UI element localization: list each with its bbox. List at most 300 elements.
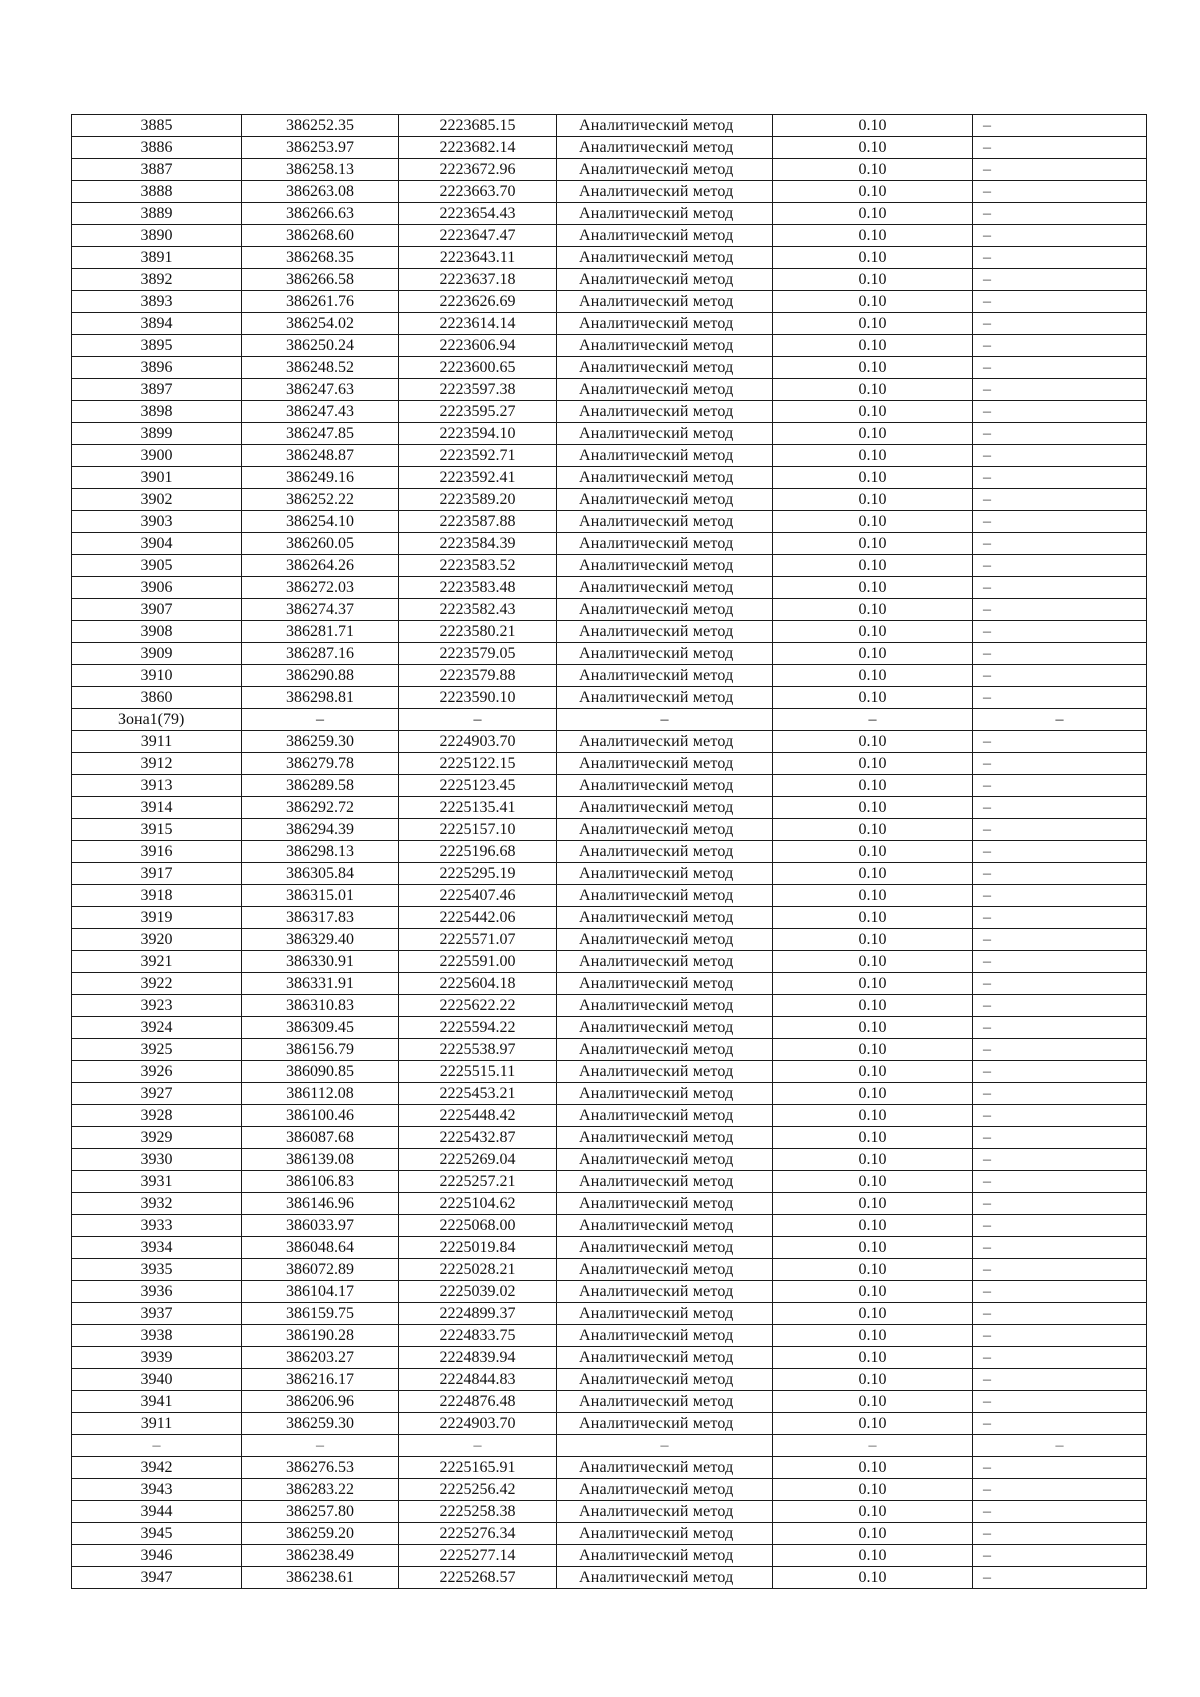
table-row — [72, 1105, 1147, 1127]
x-coordinate-cell: 386112.08 — [242, 1083, 399, 1105]
accuracy-cell: 0.10 — [773, 313, 973, 335]
x-coordinate-cell: 386106.83 — [242, 1171, 399, 1193]
method-cell: Аналитический метод — [557, 577, 773, 599]
method-cell: Аналитический метод — [557, 1479, 773, 1501]
accuracy-cell: 0.10 — [773, 1105, 973, 1127]
x-coordinate-cell: 386305.84 — [242, 863, 399, 885]
method-cell: Аналитический метод — [557, 335, 773, 357]
method-cell: Аналитический метод — [557, 775, 773, 797]
table-row — [72, 973, 1147, 995]
point-number-cell: 3902 — [72, 489, 242, 511]
point-number-cell: 3912 — [72, 753, 242, 775]
x-coordinate-cell: 386264.26 — [242, 555, 399, 577]
table-row — [72, 357, 1147, 379]
method-cell: Аналитический метод — [557, 269, 773, 291]
x-coordinate-cell: 386087.68 — [242, 1127, 399, 1149]
method-cell: Аналитический метод — [557, 621, 773, 643]
y-coordinate-cell: 2225039.02 — [399, 1281, 557, 1303]
table-row — [72, 1171, 1147, 1193]
x-coordinate-cell: 386309.45 — [242, 1017, 399, 1039]
method-cell: Аналитический метод — [557, 643, 773, 665]
x-coordinate-cell: 386203.27 — [242, 1347, 399, 1369]
point-number-cell: 3892 — [72, 269, 242, 291]
point-number-cell: 3911 — [72, 1413, 242, 1435]
method-cell: Аналитический метод — [557, 1501, 773, 1523]
note-cell: – — [973, 577, 1147, 599]
point-number-cell: 3944 — [72, 1501, 242, 1523]
x-coordinate-cell: 386289.58 — [242, 775, 399, 797]
point-number-cell: 3897 — [72, 379, 242, 401]
note-cell: – — [973, 995, 1147, 1017]
accuracy-cell: – — [773, 709, 973, 731]
table-row — [72, 1369, 1147, 1391]
x-coordinate-cell: 386276.53 — [242, 1457, 399, 1479]
y-coordinate-cell: 2223580.21 — [399, 621, 557, 643]
point-number-cell: 3919 — [72, 907, 242, 929]
y-coordinate-cell: 2225269.04 — [399, 1149, 557, 1171]
x-coordinate-cell: 386072.89 — [242, 1259, 399, 1281]
point-number-cell: 3904 — [72, 533, 242, 555]
y-coordinate-cell: 2225432.87 — [399, 1127, 557, 1149]
accuracy-cell: 0.10 — [773, 1545, 973, 1567]
accuracy-cell: 0.10 — [773, 1303, 973, 1325]
table-row — [72, 863, 1147, 885]
y-coordinate-cell: 2225122.15 — [399, 753, 557, 775]
note-cell: – — [973, 467, 1147, 489]
point-number-cell: 3927 — [72, 1083, 242, 1105]
table-row — [72, 1193, 1147, 1215]
method-cell: Аналитический метод — [557, 1369, 773, 1391]
accuracy-cell: 0.10 — [773, 1347, 973, 1369]
x-coordinate-cell: 386100.46 — [242, 1105, 399, 1127]
table-row — [72, 665, 1147, 687]
x-coordinate-cell: 386254.02 — [242, 313, 399, 335]
table-row — [72, 247, 1147, 269]
y-coordinate-cell: 2223587.88 — [399, 511, 557, 533]
x-coordinate-cell: 386238.49 — [242, 1545, 399, 1567]
method-cell: Аналитический метод — [557, 445, 773, 467]
note-cell: – — [973, 841, 1147, 863]
accuracy-cell: – — [773, 1435, 973, 1457]
accuracy-cell: 0.10 — [773, 819, 973, 841]
point-number-cell: 3907 — [72, 599, 242, 621]
x-coordinate-cell: 386310.83 — [242, 995, 399, 1017]
method-cell: Аналитический метод — [557, 929, 773, 951]
table-row — [72, 445, 1147, 467]
point-number-cell: 3940 — [72, 1369, 242, 1391]
table-row — [72, 841, 1147, 863]
y-coordinate-cell: 2223594.10 — [399, 423, 557, 445]
method-cell: Аналитический метод — [557, 247, 773, 269]
y-coordinate-cell: 2225571.07 — [399, 929, 557, 951]
table-row — [72, 1303, 1147, 1325]
point-number-cell: 3920 — [72, 929, 242, 951]
point-number-cell: 3923 — [72, 995, 242, 1017]
coordinates-table-body — [72, 115, 1147, 1589]
y-coordinate-cell: 2225594.22 — [399, 1017, 557, 1039]
method-cell: – — [557, 709, 773, 731]
accuracy-cell: 0.10 — [773, 137, 973, 159]
table-row — [72, 533, 1147, 555]
y-coordinate-cell: 2225104.62 — [399, 1193, 557, 1215]
point-number-cell: 3934 — [72, 1237, 242, 1259]
point-number-cell: 3928 — [72, 1105, 242, 1127]
accuracy-cell: 0.10 — [773, 291, 973, 313]
point-number-cell: 3900 — [72, 445, 242, 467]
point-number-cell: 3947 — [72, 1567, 242, 1589]
y-coordinate-cell: 2223583.48 — [399, 577, 557, 599]
note-cell: – — [973, 1215, 1147, 1237]
accuracy-cell: 0.10 — [773, 247, 973, 269]
x-coordinate-cell: 386248.87 — [242, 445, 399, 467]
accuracy-cell: 0.10 — [773, 973, 973, 995]
table-row — [72, 599, 1147, 621]
point-number-cell: 3888 — [72, 181, 242, 203]
method-cell: Аналитический метод — [557, 797, 773, 819]
method-cell: Аналитический метод — [557, 951, 773, 973]
note-cell: – — [973, 1083, 1147, 1105]
y-coordinate-cell: – — [399, 1435, 557, 1457]
accuracy-cell: 0.10 — [773, 907, 973, 929]
method-cell: Аналитический метод — [557, 907, 773, 929]
accuracy-cell: 0.10 — [773, 1457, 973, 1479]
y-coordinate-cell: 2224903.70 — [399, 1413, 557, 1435]
point-number-cell: 3885 — [72, 115, 242, 137]
table-row — [72, 1347, 1147, 1369]
note-cell: – — [973, 863, 1147, 885]
y-coordinate-cell: 2223672.96 — [399, 159, 557, 181]
x-coordinate-cell: 386330.91 — [242, 951, 399, 973]
y-coordinate-cell: 2223606.94 — [399, 335, 557, 357]
method-cell: Аналитический метод — [557, 973, 773, 995]
accuracy-cell: 0.10 — [773, 225, 973, 247]
note-cell: – — [973, 115, 1147, 137]
accuracy-cell: 0.10 — [773, 1149, 973, 1171]
accuracy-cell: 0.10 — [773, 1259, 973, 1281]
note-cell: – — [973, 775, 1147, 797]
point-number-cell: 3930 — [72, 1149, 242, 1171]
y-coordinate-cell: – — [399, 709, 557, 731]
point-number-cell: 3916 — [72, 841, 242, 863]
method-cell: Аналитический метод — [557, 203, 773, 225]
point-number-cell: 3921 — [72, 951, 242, 973]
point-number-cell: 3924 — [72, 1017, 242, 1039]
method-cell: Аналитический метод — [557, 1347, 773, 1369]
table-row — [72, 1501, 1147, 1523]
accuracy-cell: 0.10 — [773, 1523, 973, 1545]
accuracy-cell: 0.10 — [773, 951, 973, 973]
table-row — [72, 1325, 1147, 1347]
point-number-cell: 3906 — [72, 577, 242, 599]
x-coordinate-cell: 386248.52 — [242, 357, 399, 379]
y-coordinate-cell: 2225257.21 — [399, 1171, 557, 1193]
x-coordinate-cell: 386266.63 — [242, 203, 399, 225]
method-cell: Аналитический метод — [557, 1457, 773, 1479]
note-cell: – — [973, 753, 1147, 775]
y-coordinate-cell: 2225277.14 — [399, 1545, 557, 1567]
point-number-cell: 3896 — [72, 357, 242, 379]
point-number-cell: 3946 — [72, 1545, 242, 1567]
note-cell: – — [973, 621, 1147, 643]
table-row — [72, 1149, 1147, 1171]
method-cell: Аналитический метод — [557, 731, 773, 753]
accuracy-cell: 0.10 — [773, 1325, 973, 1347]
point-number-cell: 3899 — [72, 423, 242, 445]
note-cell: – — [973, 1127, 1147, 1149]
coordinates-table — [71, 114, 1147, 1589]
y-coordinate-cell: 2225068.00 — [399, 1215, 557, 1237]
y-coordinate-cell: 2223579.88 — [399, 665, 557, 687]
note-cell: – — [973, 819, 1147, 841]
y-coordinate-cell: 2225165.91 — [399, 1457, 557, 1479]
table-row — [72, 753, 1147, 775]
x-coordinate-cell: 386331.91 — [242, 973, 399, 995]
x-coordinate-cell: 386274.37 — [242, 599, 399, 621]
note-cell: – — [973, 423, 1147, 445]
note-cell: – — [973, 1171, 1147, 1193]
note-cell: – — [973, 1479, 1147, 1501]
accuracy-cell: 0.10 — [773, 181, 973, 203]
y-coordinate-cell: 2224899.37 — [399, 1303, 557, 1325]
note-cell: – — [973, 929, 1147, 951]
y-coordinate-cell: 2225448.42 — [399, 1105, 557, 1127]
point-number-cell: 3914 — [72, 797, 242, 819]
accuracy-cell: 0.10 — [773, 885, 973, 907]
point-number-cell: Зона1(79) — [72, 709, 242, 731]
method-cell: Аналитический метод — [557, 687, 773, 709]
note-cell: – — [973, 599, 1147, 621]
method-cell: Аналитический метод — [557, 423, 773, 445]
point-number-cell: 3942 — [72, 1457, 242, 1479]
accuracy-cell: 0.10 — [773, 1281, 973, 1303]
point-number-cell: 3915 — [72, 819, 242, 841]
point-number-cell: 3943 — [72, 1479, 242, 1501]
point-number-cell: 3945 — [72, 1523, 242, 1545]
y-coordinate-cell: 2225256.42 — [399, 1479, 557, 1501]
note-cell: – — [973, 313, 1147, 335]
x-coordinate-cell: 386259.30 — [242, 1413, 399, 1435]
accuracy-cell: 0.10 — [773, 687, 973, 709]
table-row — [72, 951, 1147, 973]
accuracy-cell: 0.10 — [773, 1501, 973, 1523]
accuracy-cell: 0.10 — [773, 203, 973, 225]
y-coordinate-cell: 2223589.20 — [399, 489, 557, 511]
y-coordinate-cell: 2223590.10 — [399, 687, 557, 709]
point-number-cell: 3890 — [72, 225, 242, 247]
method-cell: Аналитический метод — [557, 1127, 773, 1149]
accuracy-cell: 0.10 — [773, 1193, 973, 1215]
y-coordinate-cell: 2224876.48 — [399, 1391, 557, 1413]
accuracy-cell: 0.10 — [773, 643, 973, 665]
x-coordinate-cell: 386263.08 — [242, 181, 399, 203]
x-coordinate-cell: 386250.24 — [242, 335, 399, 357]
point-number-cell: 3925 — [72, 1039, 242, 1061]
note-cell: – — [973, 247, 1147, 269]
point-number-cell: 3910 — [72, 665, 242, 687]
point-number-cell: 3922 — [72, 973, 242, 995]
table-row — [72, 995, 1147, 1017]
y-coordinate-cell: 2223597.38 — [399, 379, 557, 401]
method-cell: Аналитический метод — [557, 225, 773, 247]
y-coordinate-cell: 2225196.68 — [399, 841, 557, 863]
x-coordinate-cell: 386247.43 — [242, 401, 399, 423]
table-row — [72, 907, 1147, 929]
point-number-cell: 3886 — [72, 137, 242, 159]
note-cell: – — [973, 379, 1147, 401]
y-coordinate-cell: 2223592.41 — [399, 467, 557, 489]
x-coordinate-cell: 386258.13 — [242, 159, 399, 181]
note-cell: – — [973, 1193, 1147, 1215]
table-row — [72, 335, 1147, 357]
table-row — [72, 819, 1147, 841]
method-cell: Аналитический метод — [557, 1237, 773, 1259]
method-cell: Аналитический метод — [557, 1303, 773, 1325]
y-coordinate-cell: 2223595.27 — [399, 401, 557, 423]
accuracy-cell: 0.10 — [773, 1479, 973, 1501]
y-coordinate-cell: 2225123.45 — [399, 775, 557, 797]
note-cell: – — [973, 401, 1147, 423]
x-coordinate-cell: 386281.71 — [242, 621, 399, 643]
accuracy-cell: 0.10 — [773, 555, 973, 577]
table-row — [72, 137, 1147, 159]
table-row — [72, 467, 1147, 489]
point-number-cell: 3889 — [72, 203, 242, 225]
y-coordinate-cell: 2225407.46 — [399, 885, 557, 907]
x-coordinate-cell: 386249.16 — [242, 467, 399, 489]
table-row — [72, 555, 1147, 577]
point-number-cell: 3929 — [72, 1127, 242, 1149]
method-cell: Аналитический метод — [557, 1413, 773, 1435]
method-cell: Аналитический метод — [557, 1039, 773, 1061]
y-coordinate-cell: 2223600.65 — [399, 357, 557, 379]
x-coordinate-cell: 386329.40 — [242, 929, 399, 951]
accuracy-cell: 0.10 — [773, 1017, 973, 1039]
accuracy-cell: 0.10 — [773, 863, 973, 885]
note-cell: – — [973, 1501, 1147, 1523]
y-coordinate-cell: 2223637.18 — [399, 269, 557, 291]
method-cell: Аналитический метод — [557, 1215, 773, 1237]
x-coordinate-cell: 386294.39 — [242, 819, 399, 841]
note-cell: – — [973, 1039, 1147, 1061]
point-number-cell: 3901 — [72, 467, 242, 489]
y-coordinate-cell: 2225591.00 — [399, 951, 557, 973]
y-coordinate-cell: 2223583.52 — [399, 555, 557, 577]
method-cell: Аналитический метод — [557, 819, 773, 841]
point-number-cell: 3941 — [72, 1391, 242, 1413]
note-cell: – — [973, 1567, 1147, 1589]
method-cell: Аналитический метод — [557, 1567, 773, 1589]
note-cell: – — [973, 357, 1147, 379]
table-row — [72, 1457, 1147, 1479]
point-number-cell: 3909 — [72, 643, 242, 665]
table-row — [72, 225, 1147, 247]
accuracy-cell: 0.10 — [773, 665, 973, 687]
method-cell: Аналитический метод — [557, 291, 773, 313]
x-coordinate-cell: 386315.01 — [242, 885, 399, 907]
y-coordinate-cell: 2223643.11 — [399, 247, 557, 269]
note-cell: – — [973, 1105, 1147, 1127]
table-row — [72, 1413, 1147, 1435]
method-cell: Аналитический метод — [557, 753, 773, 775]
method-cell: Аналитический метод — [557, 489, 773, 511]
note-cell: – — [973, 687, 1147, 709]
method-cell: Аналитический метод — [557, 863, 773, 885]
x-coordinate-cell: 386268.35 — [242, 247, 399, 269]
x-coordinate-cell: 386216.17 — [242, 1369, 399, 1391]
point-number-cell: 3939 — [72, 1347, 242, 1369]
x-coordinate-cell: 386247.85 — [242, 423, 399, 445]
x-coordinate-cell: 386298.13 — [242, 841, 399, 863]
y-coordinate-cell: 2225295.19 — [399, 863, 557, 885]
table-row — [72, 379, 1147, 401]
table-row — [72, 1215, 1147, 1237]
method-cell: Аналитический метод — [557, 599, 773, 621]
note-cell: – — [973, 1523, 1147, 1545]
accuracy-cell: 0.10 — [773, 445, 973, 467]
note-cell: – — [973, 1391, 1147, 1413]
y-coordinate-cell: 2223654.43 — [399, 203, 557, 225]
table-row — [72, 269, 1147, 291]
method-cell: Аналитический метод — [557, 1171, 773, 1193]
x-coordinate-cell: 386283.22 — [242, 1479, 399, 1501]
note-cell: – — [973, 1347, 1147, 1369]
table-row — [72, 731, 1147, 753]
x-coordinate-cell: 386033.97 — [242, 1215, 399, 1237]
x-coordinate-cell: 386139.08 — [242, 1149, 399, 1171]
table-row — [72, 1281, 1147, 1303]
method-cell: Аналитический метод — [557, 1105, 773, 1127]
method-cell: Аналитический метод — [557, 1523, 773, 1545]
x-coordinate-cell: 386279.78 — [242, 753, 399, 775]
x-coordinate-cell: 386259.30 — [242, 731, 399, 753]
x-coordinate-cell: 386257.80 — [242, 1501, 399, 1523]
table-row — [72, 1567, 1147, 1589]
method-cell: Аналитический метод — [557, 1061, 773, 1083]
x-coordinate-cell: 386287.16 — [242, 643, 399, 665]
accuracy-cell: 0.10 — [773, 423, 973, 445]
x-coordinate-cell: 386317.83 — [242, 907, 399, 929]
note-cell: – — [973, 1435, 1147, 1457]
table-row — [72, 511, 1147, 533]
accuracy-cell: 0.10 — [773, 1413, 973, 1435]
method-cell: Аналитический метод — [557, 379, 773, 401]
y-coordinate-cell: 2224833.75 — [399, 1325, 557, 1347]
table-row — [72, 313, 1147, 335]
x-coordinate-cell: – — [242, 1435, 399, 1457]
zone-header-row — [72, 709, 1147, 731]
x-coordinate-cell: 386259.20 — [242, 1523, 399, 1545]
x-coordinate-cell: 386104.17 — [242, 1281, 399, 1303]
note-cell: – — [973, 797, 1147, 819]
x-coordinate-cell: 386266.58 — [242, 269, 399, 291]
note-cell: – — [973, 181, 1147, 203]
accuracy-cell: 0.10 — [773, 797, 973, 819]
table-row — [72, 885, 1147, 907]
y-coordinate-cell: 2225258.38 — [399, 1501, 557, 1523]
y-coordinate-cell: 2223663.70 — [399, 181, 557, 203]
table-row — [72, 1545, 1147, 1567]
point-number-cell: – — [72, 1435, 242, 1457]
note-cell: – — [973, 291, 1147, 313]
method-cell: Аналитический метод — [557, 1149, 773, 1171]
table-row — [72, 159, 1147, 181]
method-cell: Аналитический метод — [557, 665, 773, 687]
note-cell: – — [973, 1017, 1147, 1039]
accuracy-cell: 0.10 — [773, 1391, 973, 1413]
x-coordinate-cell: 386253.97 — [242, 137, 399, 159]
y-coordinate-cell: 2225453.21 — [399, 1083, 557, 1105]
accuracy-cell: 0.10 — [773, 731, 973, 753]
